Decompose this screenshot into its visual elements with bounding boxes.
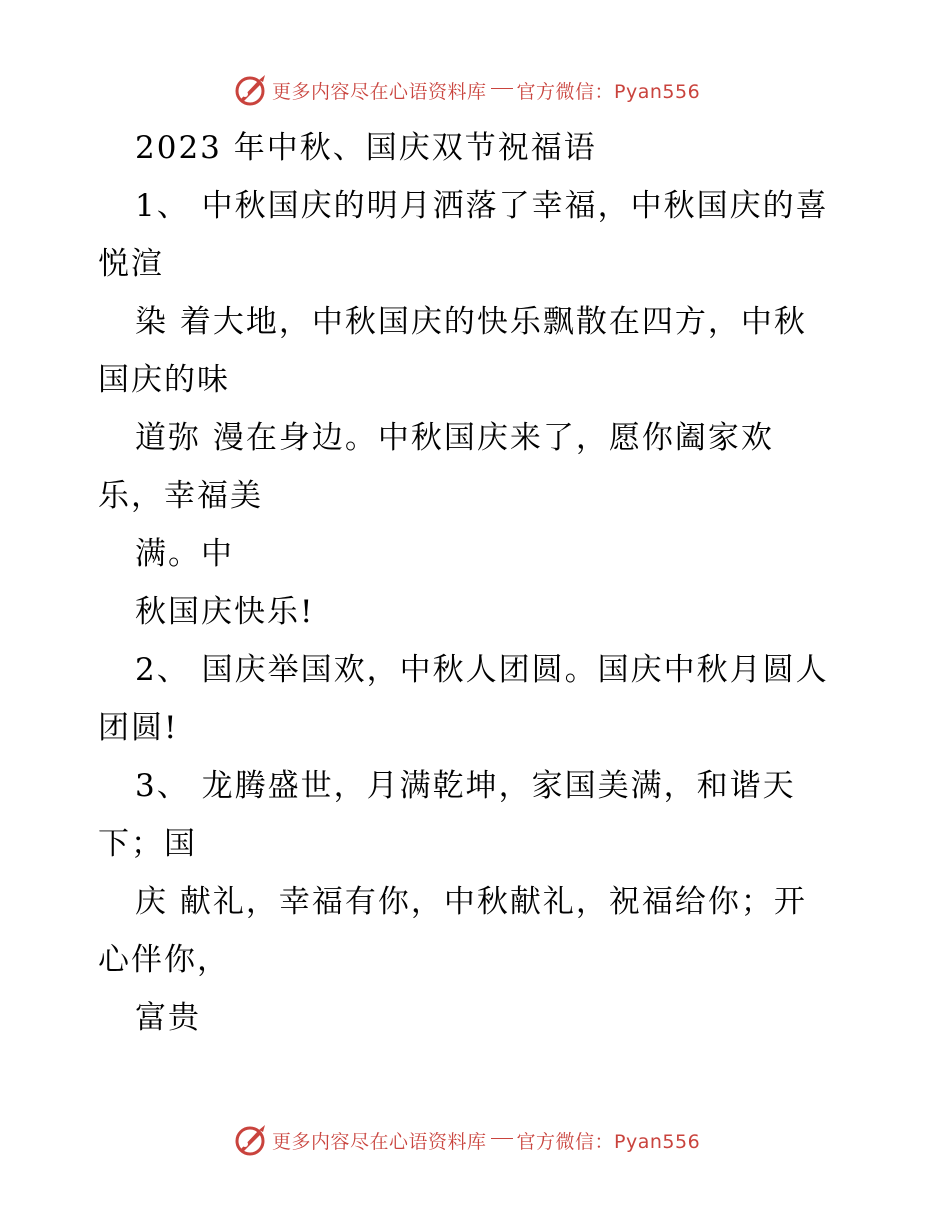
paragraph-line: 2、 国庆举国欢，中秋人团圆。国庆中秋月圆人 (135, 652, 829, 688)
paragraph-line: 1、 中秋国庆的明月洒落了幸福，中秋国庆的喜 (135, 188, 829, 224)
watermark-wechat: 官方微信：Pyan556 (516, 1130, 701, 1153)
watermark-banner-bottom (232, 1122, 712, 1158)
paragraph-line: 秋国庆快乐! (135, 594, 315, 630)
paragraph-line: 团圆! (98, 710, 179, 746)
paragraph-line: 3、 龙腾盛世，月满乾坤，家国美满，和谐天 (135, 768, 796, 804)
watermark-text: 更多内容尽在心语资料库 (272, 1130, 487, 1153)
watermark-banner-top (232, 72, 712, 108)
watermark-wechat: 官方微信：Pyan556 (516, 80, 701, 103)
paragraph-line: 庆 献礼，幸福有你，中秋献礼，祝福给你；开 (135, 884, 807, 920)
paragraph-line: 国庆的味 (98, 362, 230, 398)
quill-logo-icon (232, 72, 268, 108)
watermark-separator (491, 1138, 513, 1139)
watermark-separator (491, 88, 513, 89)
paragraph-line: 下；国 (98, 826, 197, 862)
paragraph-line: 富贵 (135, 1000, 201, 1036)
quill-logo-icon (232, 1122, 268, 1158)
paragraph-line: 染 着大地，中秋国庆的快乐飘散在四方，中秋 (135, 304, 807, 340)
watermark-text: 更多内容尽在心语资料库 (272, 80, 487, 103)
paragraph-line: 满。中 (135, 536, 234, 572)
paragraph-line: 悦渲 (98, 246, 164, 282)
paragraph-line: 乐，幸福美 (98, 478, 263, 514)
document-title: 2023 年中秋、国庆双节祝福语 (135, 130, 597, 166)
paragraph-line: 心伴你， (98, 942, 230, 978)
paragraph-line: 道弥 漫在身边。中秋国庆来了，愿你阖家欢 (135, 420, 774, 456)
